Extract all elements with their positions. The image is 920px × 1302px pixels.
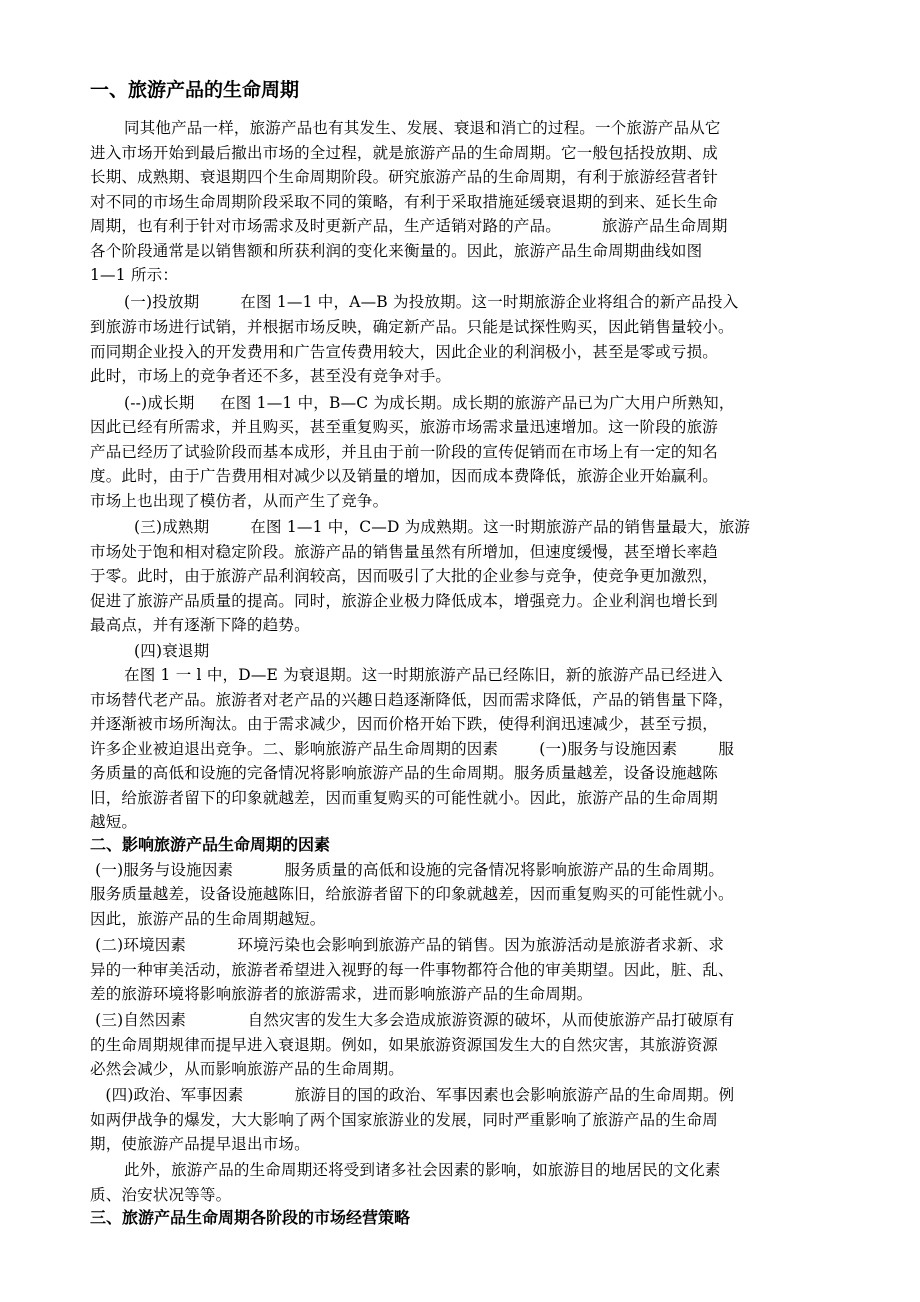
factor2-line: 异的一种审美活动，旅游者希望进入视野的每一件事物都符合他的审美期望。因此，脏、乱、 [90, 961, 734, 979]
stage4-line: 许多企业被迫退出竞争。二、影响旅游产品生命周期的因素 (一)服务与设施因素 服 [90, 740, 735, 758]
factor3-line: 必然会减少，从而影响旅游产品的生命周期。 [90, 1060, 405, 1078]
factor2-line: (二)环境因素 环境污染也会影响到旅游产品的销售。因为旅游活动是旅游者求新、求 [90, 936, 725, 954]
stage4-line: 市场替代老产品。旅游者对老产品的兴趣日趋逐渐降低，因而需求降低，产品的销售量下降， [90, 691, 734, 709]
heading-product-life-cycle: 一、旅游产品的生命周期 [90, 79, 300, 101]
stage1-line: 而同期企业投入的开发费用和广告宣传费用较大，因此企业的利润极小，甚至是零或亏损。 [90, 343, 719, 361]
social-line: 质、治安状况等等。 [90, 1186, 232, 1204]
stage2-line: 度。此时，由于广告费用相对减少以及销量的增加，因而成本费降低，旅游企业开始赢利。 [90, 467, 719, 485]
factor3-line: 的生命周期规律而提早进入衰退期。例如，如果旅游资源国发生大的自然灾害，其旅游资源 [90, 1036, 719, 1054]
factor4-line: 期，使旅游产品提早退出市场。 [90, 1135, 310, 1153]
stage3-line: 于零。此时，由于旅游产品利润较高，因而吸引了大批的企业参与竞争，使竞争更加激烈， [90, 567, 719, 585]
stage3-line: 市场处于饱和相对稳定阶段。旅游产品的销售量虽然有所增加，但速度缓慢，甚至增长率趋 [90, 543, 719, 561]
intro-line: 周期，也有利于针对市场需求及时更新产品，生产适销对路的产品。 旅游产品生命周期 [90, 217, 728, 235]
intro-line: 同其他产品一样，旅游产品也有其发生、发展、衰退和消亡的过程。一个旅游产品从它 [124, 119, 721, 137]
stage2-line: 因此已经有所需求，并且购买，甚至重复购买，旅游市场需求量迅速增加。这一阶段的旅游 [90, 418, 719, 436]
intro-line: 对不同的市场生命周期阶段采取不同的策略，有利于采取措施延缓衰退期的到来、延长生命 [90, 193, 719, 211]
heading-influencing-factors: 二、影响旅游产品生命周期的因素 [90, 835, 331, 854]
stage1-line: 此时，市场上的竞争者还不多，甚至没有竞争对手。 [90, 367, 452, 385]
stage4-line: 在图 1 一 l 中，D—E 为衰退期。这一时期旅游产品已经陈旧，新的旅游产品已经进入 [124, 666, 723, 684]
stage2-line: (--)成长期 在图 1—1 中，B—C 为成长期。成长期的旅游产品已为广大用户所熟知， [124, 394, 735, 412]
social-line: 此外，旅游产品的生命周期还将受到诸多社会因素的影响，如旅游目的地居民的文化素 [124, 1161, 721, 1179]
stage2-line: 产品已经历了试验阶段而基本成形，并且由于前一阶段的宣传促销而在市场上有一定的知名 [90, 443, 719, 461]
stage4-line: 并逐渐被市场所淘汰。由于需求减少，因而价格开始下跌，使得利润迅速减少，甚至亏损， [90, 715, 719, 733]
intro-line: 1—1 所示： [90, 266, 179, 284]
stage4-line: 务质量的高低和设施的完备情况将影响旅游产品的生命周期。服务质量越差，设备设施越陈 [90, 764, 719, 782]
stage2-line: 市场上也出现了模仿者，从而产生了竞争。 [90, 492, 389, 510]
factor1-line: (一)服务与设施因素 服务质量的高低和设施的完备情况将影响旅游产品的生命周期。 [90, 861, 725, 879]
intro-line: 进入市场开始到最后撤出市场的全过程，就是旅游产品的生命周期。它一般包括投放期、成 [90, 144, 719, 162]
stage3-line: 最高点，并有逐渐下降的趋势。 [90, 616, 310, 634]
factor4-line: 如两伊战争的爆发，大大影响了两个国家旅游业的发展，同时严重影响了旅游产品的生命周 [90, 1111, 719, 1129]
factor1-line: 服务质量越差，设备设施越陈旧，给旅游者留下的印象就越差，因而重复购买的可能性就小。 [90, 885, 734, 903]
factor3-line: (三)自然因素 自然灾害的发生大多会造成旅游资源的破坏，从而使旅游产品打破原有 [90, 1011, 735, 1029]
stage3-line: (三)成熟期 在图 1—1 中，C—D 为成熟期。这一时期旅游产品的销售量最大，旅游 [134, 518, 751, 536]
factor4-line: (四)政治、军事因素 旅游目的国的政治、军事因素也会影响旅游产品的生命周期。例 [90, 1086, 735, 1104]
intro-line: 各个阶段通常是以销售额和所获利润的变化来衡量的。因此，旅游产品生命周期曲线如图 [90, 242, 703, 260]
stage4-title: (四)衰退期 [134, 642, 210, 660]
factor1-line: 因此，旅游产品的生命周期越短。 [90, 910, 326, 928]
stage4-line: 旧，给旅游者留下的印象就越差，因而重复购买的可能性就小。因此，旅游产品的生命周期 [90, 789, 719, 807]
stage4-line: 越短。 [90, 813, 138, 831]
stage1-line: 到旅游市场进行试销，并根据市场反映，确定新产品。只能是试探性购买，因此销售量较小。 [90, 318, 734, 336]
heading-marketing-strategies: 三、旅游产品生命周期各阶段的市场经营策略 [90, 1208, 411, 1227]
stage1-line: (一)投放期 在图 1—1 中，A—B 为投放期。这一时期旅游企业将组合的新产品投入 [124, 293, 739, 311]
stage3-line: 促进了旅游产品质量的提高。同时，旅游企业极力降低成本，增强竞力。企业利润也增长到 [90, 592, 719, 610]
factor2-line: 差的旅游环境将影响旅游者的旅游需求，进而影响旅游产品的生命周期。 [90, 985, 593, 1003]
intro-line: 长期、成熟期、衰退期四个生命周期阶段。研究旅游产品的生命周期，有利于旅游经营者针 [90, 168, 719, 186]
